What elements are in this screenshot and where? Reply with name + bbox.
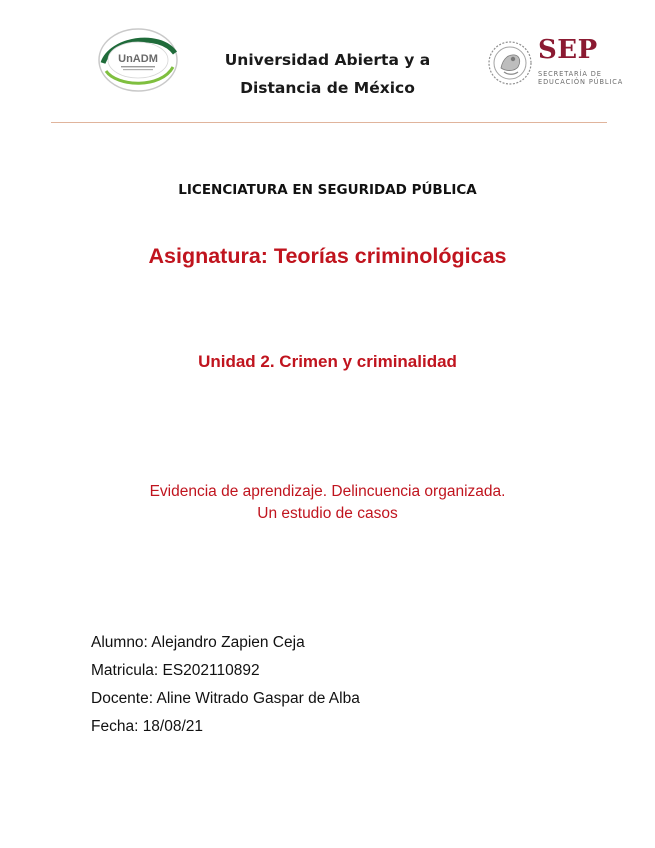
sep-subtitle-line-1: SECRETARÍA DE: [538, 70, 602, 78]
sep-emblem-icon: [487, 40, 533, 86]
student-name: Alumno: Alejandro Zapien Ceja: [91, 634, 305, 651]
enrollment-number: Matricula: ES202110892: [91, 662, 260, 679]
degree-title: LICENCIATURA EN SEGURIDAD PÚBLICA: [178, 182, 477, 198]
header-divider: [51, 122, 607, 123]
evidence-line-2: Un estudio de casos: [257, 505, 398, 522]
sep-subtitle: [538, 70, 623, 86]
date: Fecha: 18/08/21: [91, 718, 204, 735]
subject-title: Asignatura: Teorías criminológicas: [148, 244, 507, 268]
unadm-logo: [97, 27, 179, 93]
unadm-logo-text: UnADM: [118, 53, 158, 65]
student-info: [91, 629, 360, 741]
unit-title: Unidad 2. Crimen y criminalidad: [198, 352, 457, 371]
evidence-line-1: Evidencia de aprendizaje. Delincuencia organizada.: [149, 483, 506, 500]
university-name: [205, 46, 450, 102]
sep-logo-text: SEP: [538, 35, 598, 65]
sep-subtitle-line-2: EDUCACIÓN PÚBLICA: [538, 78, 624, 86]
teacher-name: Docente: Aline Witrado Gaspar de Alba: [91, 690, 360, 707]
university-line-1: Universidad Abierta y a: [224, 51, 431, 69]
university-line-2: Distancia de México: [240, 79, 415, 97]
evidence-title: [0, 481, 655, 525]
